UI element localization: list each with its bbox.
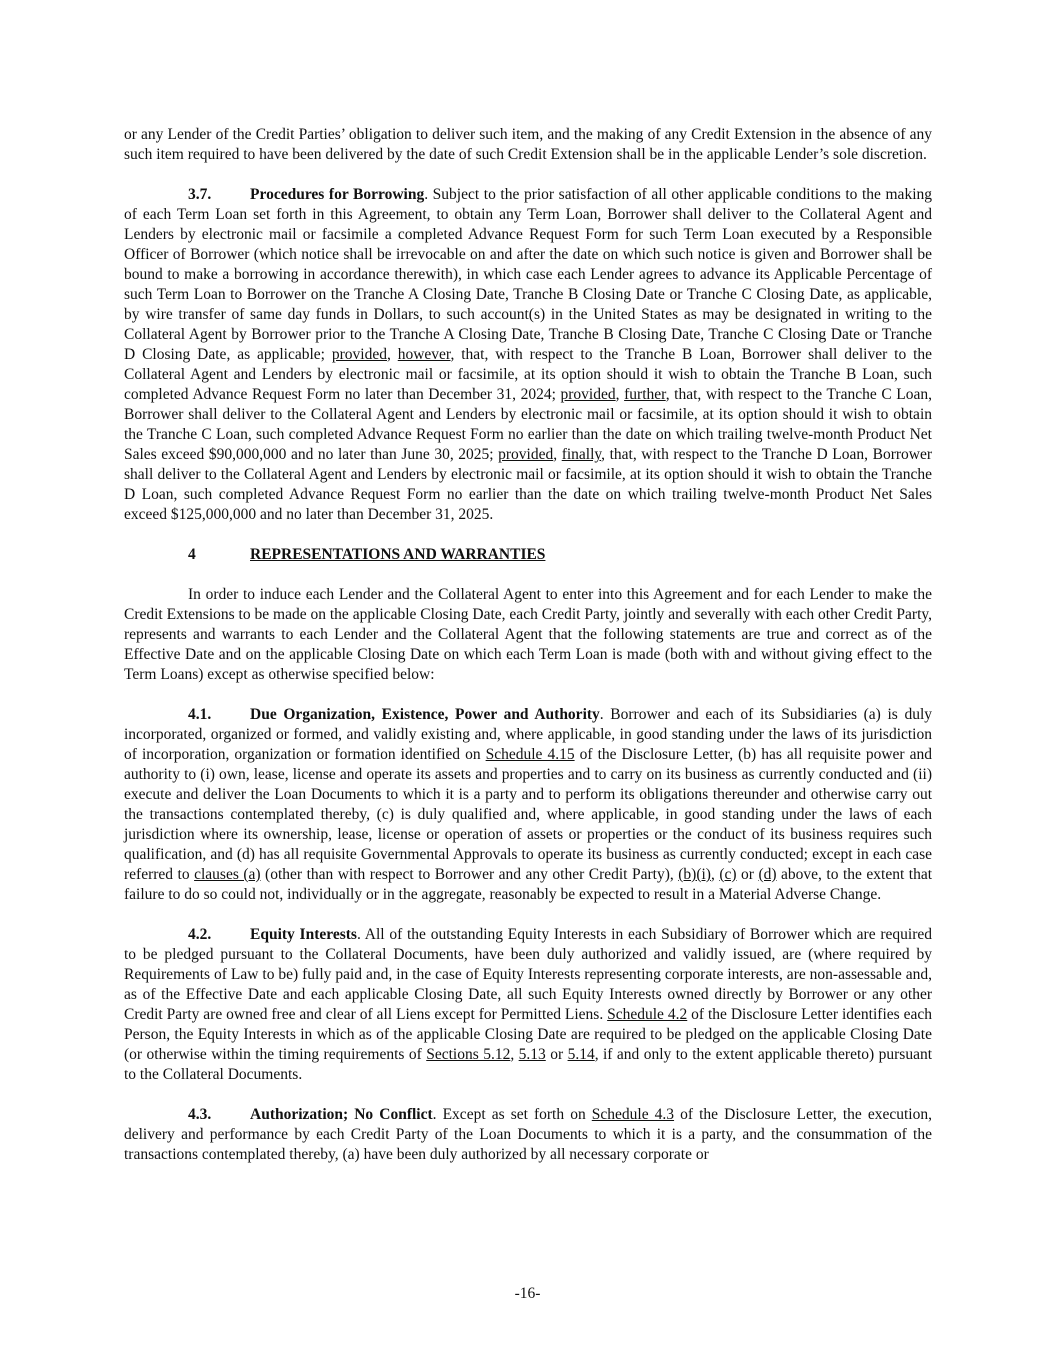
text-run: above, to the extent that failure to do so could not, individually or in the aggregate, reasonably be expected to result in a Material Adverse Change. <box>124 866 933 903</box>
cross-reference: however <box>397 346 451 363</box>
section-heading-number: 4 <box>188 546 196 563</box>
cross-reference: finally <box>561 446 602 463</box>
page-number: -16- <box>514 1285 541 1302</box>
cross-reference: (d) <box>758 866 777 883</box>
section-title: Authorization; No Conflict <box>250 1106 433 1123</box>
text-run: (other than with respect to Borrower and any other Credit Party), <box>260 866 679 883</box>
text-run: . Subject to the prior satisfaction of all other applicable conditions to the making of each Term Loan set forth in this Agreement, to obtain any Term Loan, Borrower shall deliver to the Collateral Agent and Lenders by electronic mail or facsimile a completed Advance Request Form for such Term Loan executed by a Responsible Officer of Borrower (which notice shall be irrevocable on and after the date on which such notice is given and Borrower shall be bound to make a borrowing in accordance therewith), in which case each Lender agrees to advance its Applicable Percentage of such Term Loan to Borrower on the Tranche A Closing Date, Tranche B Closing Date or Tranche C Closing Date, as applicable, by wire transfer of same day funds in Dollars, to such account(s) in the United States as may be designated in writing to the Collateral Agent by Borrower prior to the Tranche A Closing Date, Tranche B Closing Date, Tranche C Closing Date or Tranche D Closing Date, as applicable; <box>124 186 932 363</box>
text-run: , <box>510 1046 519 1063</box>
cross-reference: Sections 5.12 <box>426 1046 511 1063</box>
text-run: , that, with respect to the Tranche D Loan, Borrower shall deliver to the Collateral Agent and Lenders by electronic mail or facsimile, at its option should it wish to obtain the Tranche D Loan, such completed Advance Request Form no earlier than the date on which trailing twelve-month Product Net Sales exceed $125,000,000 and no later than December 31, 2025. <box>124 446 932 523</box>
cross-reference: Schedule 4.2 <box>607 1006 688 1023</box>
paragraph-group <box>124 585 932 1165</box>
section-number: 3.7. <box>188 186 212 203</box>
document-page <box>124 125 932 1185</box>
cross-reference: Schedule 4.15 <box>485 746 575 763</box>
text-run: In order to induce each Lender and the Collateral Agent to enter into this Agreement and for each Lender to make the Credit Extensions to be made on the applicable Closing Date, each Credit Party, jointly and severally with each other Credit Party, represents and warrants to each Lender and the Collateral Agent that the following statements are true and correct as of the Effective Date and on the applicable Closing Date on which each Term Loan is made (both with and without giving effect to the Term Loans) except as otherwise specified below: <box>124 586 932 683</box>
text-run: . Except as set forth on <box>432 1106 592 1123</box>
cross-reference: provided <box>331 346 387 363</box>
text-run: , <box>615 386 625 403</box>
text-run: . Borrower and each of its Subsidiaries (a) is duly incorporated, organized or formed, and validly existing and, where applicable, in good standing under the laws of its jurisdiction of incorporation, organization or formation identified on <box>124 706 933 763</box>
paragraph-section-4-1 <box>124 705 932 905</box>
text-run: of the Disclosure Letter identifies each Person, the Equity Interests in which as of the applicable Closing Date are required to be pledged on the applicable Closing Date (or otherwise within the timing requirements of <box>124 1006 932 1063</box>
text-run: or <box>736 866 759 883</box>
cross-reference: provided <box>498 446 554 463</box>
section-number: 4.1. <box>188 706 212 723</box>
section-heading-title: REPRESENTATIONS AND WARRANTIES <box>250 546 546 563</box>
cross-reference: further <box>624 386 666 403</box>
text-run: of the Disclosure Letter, (b) has all requisite power and authority to (i) own, lease, license and operate its assets and properties and to carry on its business as currently conducted and (ii) execute and deliver the Loan Documents to which it is a party and to perform its obligations thereunder and otherwise carry out the transactions contemplated thereby, (c) is duly qualified and, where applicable, in good standing under the laws of each jurisdiction where its ownership, lease, license or operation of assets or properties or the conduct of its business requires such qualification, and (d) has all requisite Governmental Approvals to operate its business as currently conducted; except in each case referred to <box>124 746 932 883</box>
section-title: Due Organization, Existence, Power and Authority <box>250 706 600 723</box>
cross-reference: clauses (a) <box>194 866 261 883</box>
section-heading <box>188 545 932 565</box>
paragraph-continuation <box>124 125 932 165</box>
section-title: Procedures for Borrowing <box>250 186 425 203</box>
section-title: Equity Interests <box>250 926 357 943</box>
cross-reference: 5.14 <box>567 1046 595 1063</box>
text-run: , <box>710 866 720 883</box>
text-run: , <box>553 446 562 463</box>
paragraph-section-3-7 <box>124 185 932 525</box>
section-number: 4.3. <box>188 1106 212 1123</box>
cross-reference: 5.13 <box>518 1046 546 1063</box>
text-run: . All of the outstanding Equity Interests in each Subsidiary of Borrower which are required to be pledged pursuant to the Collateral Documents, have been duly authorized and validly issued, are (where required by Requirements of Law to be) fully paid and, in the case of Equity Interests representing corporate interests, are non-assessable and, as of the Effective Date and each applicable Closing Date, all such Equity Interests owned directly by Borrower or any other Credit Party are owned free and clear of all Liens except for Permitted Liens. <box>124 926 932 1023</box>
text-run: , that, with respect to the Tranche B Loan, Borrower shall deliver to the Collateral Agent and Lenders by electronic mail or facsimile, at its option should it wish to obtain the Tranche B Loan, such completed Advance Request Form no later than December 31, 2024; <box>124 346 933 403</box>
text-run: or any Lender of the Credit Parties’ obligation to deliver such item, and the making of any Credit Extension in the absence of any such item required to have been delivered by the date of such Credit Extension shall be in the applicable Lender’s sole discretion. <box>124 126 932 163</box>
cross-reference: provided <box>560 386 616 403</box>
cross-reference: Schedule 4.3 <box>591 1106 675 1123</box>
paragraph-group <box>124 125 932 525</box>
text-run: or <box>545 1046 568 1063</box>
paragraph-section-4-3 <box>124 1105 932 1165</box>
paragraph-section-4-intro <box>124 585 932 685</box>
cross-reference: (b)(i) <box>678 866 711 883</box>
text-run: , that, with respect to the Tranche C Loan, Borrower shall deliver to the Collateral Agent and Lenders by electronic mail or facsimile, at its option should it wish to obtain the Tranche C Loan, such completed Advance Request Form no earlier than the date on which trailing twelve-month Product Net Sales exceed $90,000,000 and no later than June 30, 2025; <box>124 386 933 463</box>
text-run: , <box>386 346 398 363</box>
cross-reference: (c) <box>719 866 737 883</box>
text-run: of the Disclosure Letter, the execution, delivery and performance by each Credit Party of the Loan Documents to which it is a party, and the consummation of the transactions contemplated thereby, (a) have been duly authorized by all necessary corporate or <box>124 1106 932 1163</box>
section-number: 4.2. <box>188 926 212 943</box>
paragraph-section-4-2 <box>124 925 932 1085</box>
text-run: , if and only to the extent applicable thereto) pursuant to the Collateral Documents. <box>124 1046 933 1083</box>
